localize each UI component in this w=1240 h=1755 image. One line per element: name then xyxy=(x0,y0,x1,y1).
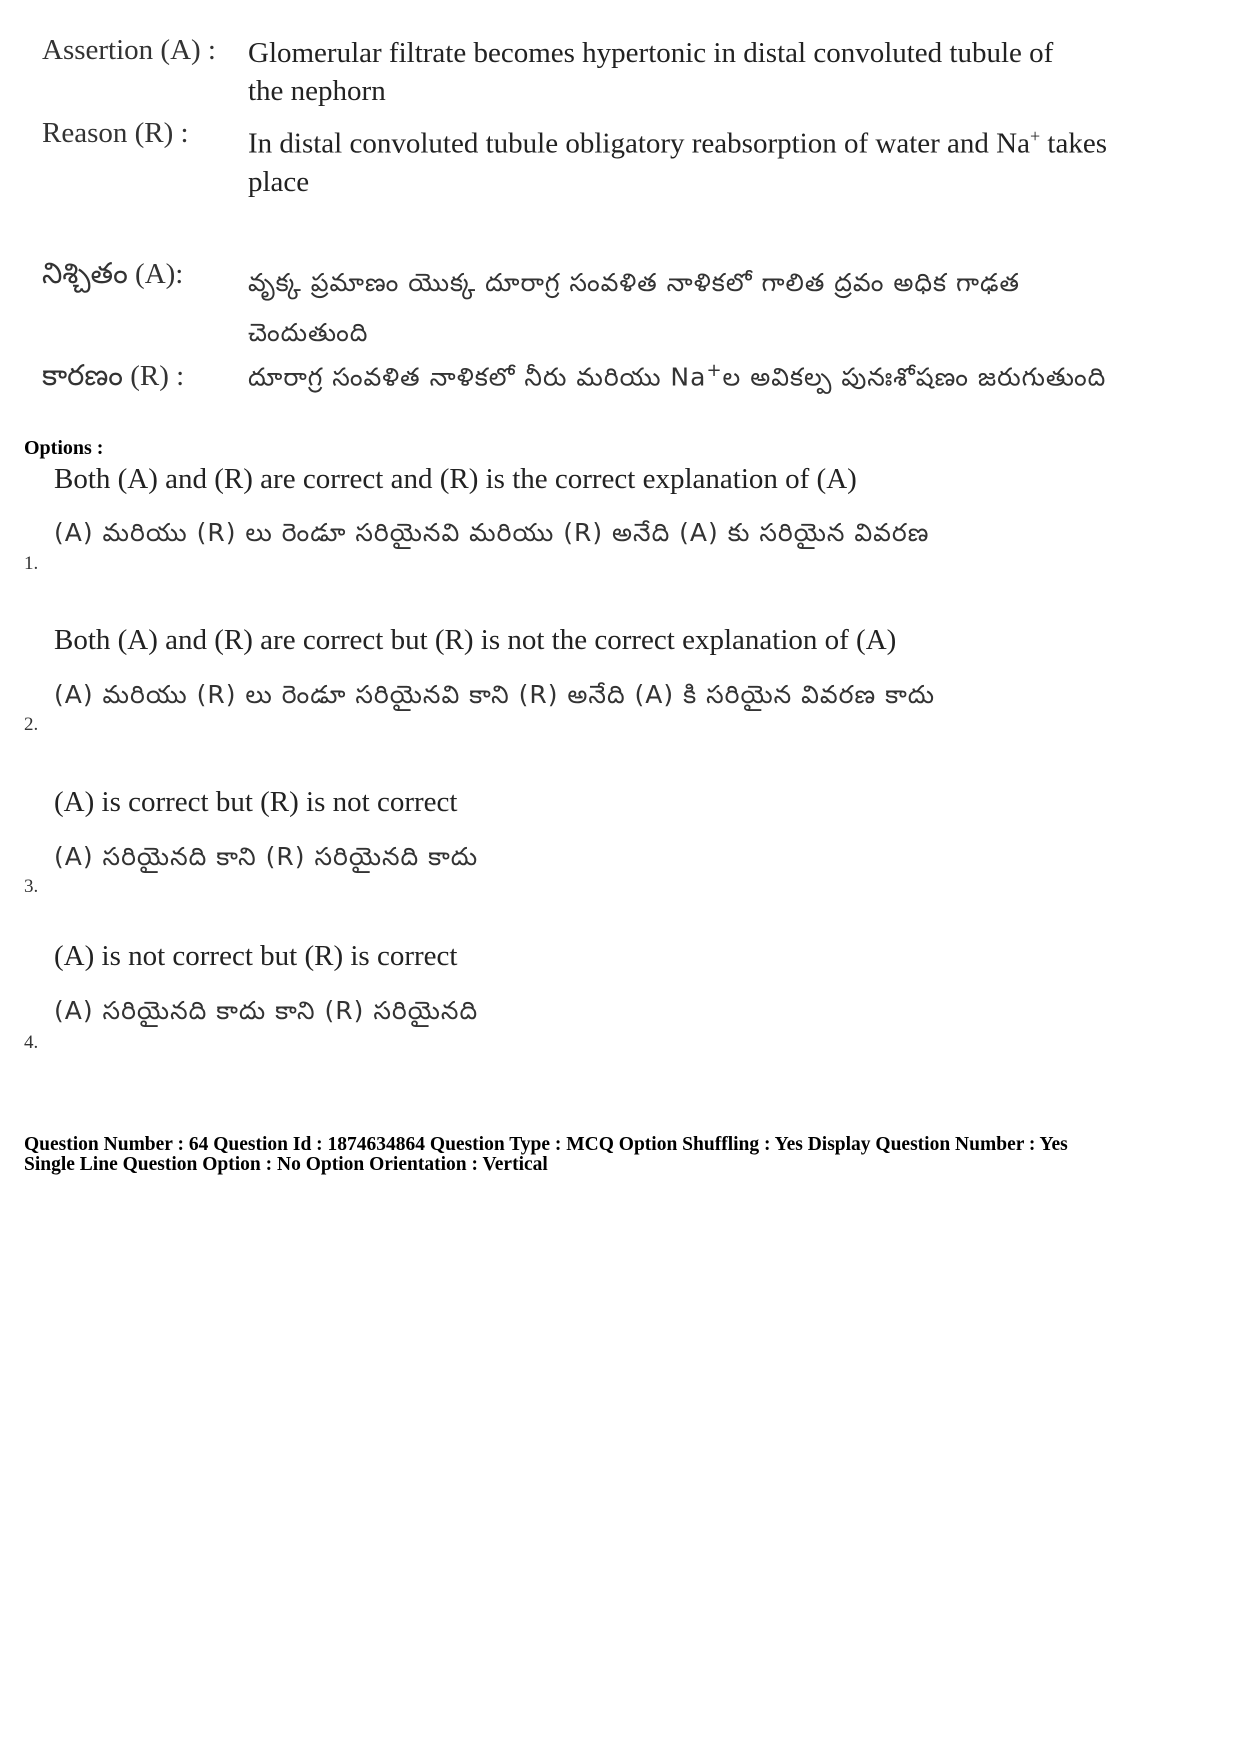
question-meta-line-1: Question Number : 64 Question Id : 1874634864 Question Type : MCQ Option Shuffling : Yes Display Question Number : Yes xyxy=(24,1134,1068,1155)
te-assertion-label: నిశ్చితం (A): xyxy=(42,258,184,290)
option-2-english: Both (A) and (R) are correct but (R) is not the correct explanation of (A) xyxy=(54,624,897,656)
te-assertion-line-2: చెందుతుంది xyxy=(248,318,369,347)
reason-text xyxy=(248,117,1178,201)
option-3-english: (A) is correct but (R) is not correct xyxy=(54,786,458,818)
option-1-telugu: (A) మరియు (R) లు రెండూ సరియైనవి మరియు (R) అనేది (A) కు సరియైన వివరణ xyxy=(54,518,930,547)
option-1-number: 1. xyxy=(24,553,39,574)
te-reason-label: కారణం (R) : xyxy=(42,360,185,392)
te-reason-sup: + xyxy=(706,360,723,381)
option-4-telugu: (A) సరియైనది కాదు కాని (R) సరియైనది xyxy=(54,996,479,1025)
reason-text-pre: In distal convoluted tubule obligatory reabsorption of water and Na xyxy=(248,127,1030,160)
option-2-number: 2. xyxy=(24,714,39,735)
reason-line-1 xyxy=(248,117,1178,163)
option-1-english: Both (A) and (R) are correct and (R) is the correct explanation of (A) xyxy=(54,463,857,495)
te-assertion-line-1: వృక్క ప్రమాణం యొక్క దూరాగ్ర సంవళిత నాళికలో గాలిత ద్రవం అధిక గాఢత xyxy=(248,268,1020,297)
te-reason-post: ల అవికల్ప పునఃశోషణం జరుగుతుంది xyxy=(722,362,1107,392)
option-4-number: 4. xyxy=(24,1032,39,1053)
option-4-english: (A) is not correct but (R) is correct xyxy=(54,940,458,972)
option-3-telugu: (A) సరియైనది కాని (R) సరియైనది కాదు xyxy=(54,842,479,871)
assertion-block xyxy=(42,34,1168,110)
te-reason-block xyxy=(42,360,1168,400)
te-assertion-text xyxy=(248,258,1168,358)
te-reason-text xyxy=(248,360,1168,400)
reason-sup: + xyxy=(1029,126,1041,146)
assertion-line-1: Glomerular filtrate becomes hypertonic in distal convoluted tubule of xyxy=(248,37,1054,69)
te-reason-pre: దూరాగ్ర సంవళిత నాళికలో నీరు మరియు Na xyxy=(248,362,707,392)
reason-block xyxy=(42,117,1178,201)
assertion-line-2: the nephorn xyxy=(248,75,386,107)
reason-label: Reason (R) : xyxy=(42,117,189,149)
option-2-telugu: (A) మరియు (R) లు రెండూ సరియైనవి కాని (R) అనేది (A) కి సరియైన వివరణ కాదు xyxy=(54,680,936,709)
reason-text-post: takes xyxy=(1040,127,1107,160)
assertion-label: Assertion (A) : xyxy=(42,34,216,66)
option-3-number: 3. xyxy=(24,876,39,897)
reason-line-2: place xyxy=(248,165,310,198)
options-heading: Options : xyxy=(24,437,104,459)
question-meta-line-2: Single Line Question Option : No Option Orientation : Vertical xyxy=(24,1154,548,1175)
assertion-text xyxy=(248,34,1168,110)
te-assertion-block xyxy=(42,258,1168,358)
